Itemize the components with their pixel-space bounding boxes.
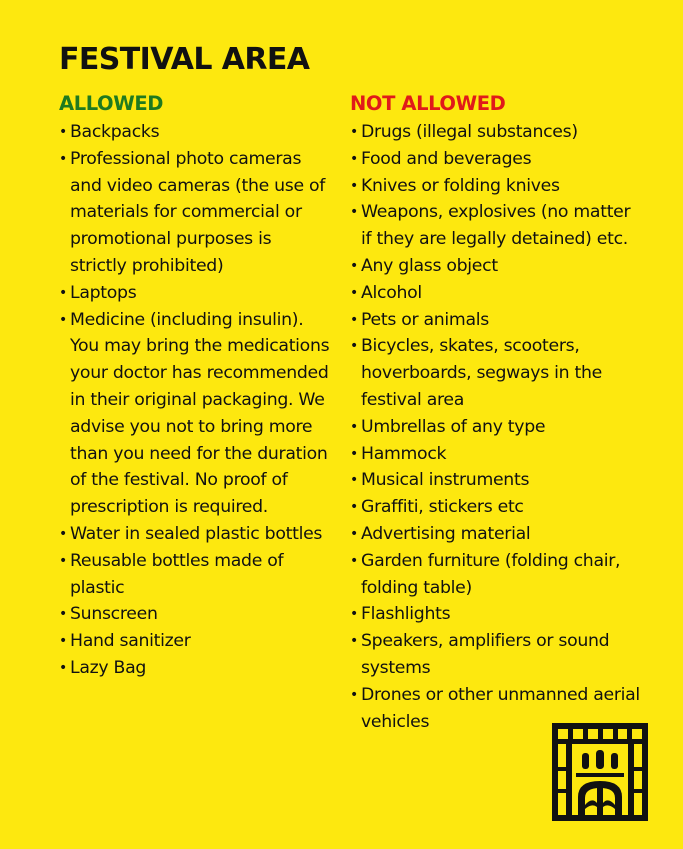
not-allowed-item xyxy=(350,441,640,468)
bullet-icon: • xyxy=(59,124,67,140)
bullet-icon: • xyxy=(350,177,358,194)
bullet-icon: • xyxy=(350,418,358,435)
not-allowed-item xyxy=(350,199,640,253)
not-allowed-item-text: Advertising material xyxy=(361,523,531,544)
not-allowed-item-text: Drones or other unmanned aerial vehicles xyxy=(361,684,640,732)
not-allowed-item xyxy=(350,280,640,307)
not-allowed-heading: NOT ALLOWED xyxy=(350,92,506,115)
not-allowed-item-text: Garden furniture (folding chair, folding table) xyxy=(361,550,621,598)
not-allowed-item xyxy=(350,333,640,413)
bullet-icon: • xyxy=(59,633,67,650)
bullet-icon: • xyxy=(350,633,358,650)
bullet-icon: • xyxy=(350,257,358,274)
bullet-icon: • xyxy=(350,311,358,328)
allowed-item-text: Lazy Bag xyxy=(70,657,147,678)
allowed-item-text: Professional photo cameras and video cameras (the use of materials for commercial or promotional purposes is strictly prohibited) xyxy=(70,148,326,276)
bullet-icon: • xyxy=(350,525,358,542)
allowed-item-text: Water in sealed plastic bottles xyxy=(70,523,323,544)
allowed-item xyxy=(59,601,331,628)
allowed-item-text: Laptops xyxy=(70,282,137,303)
not-allowed-item xyxy=(350,601,640,628)
allowed-list xyxy=(59,119,331,682)
allowed-item-text: Sunscreen xyxy=(70,604,158,625)
allowed-item-text: Backpacks xyxy=(70,122,160,142)
allowed-item xyxy=(59,146,331,280)
allowed-column xyxy=(59,90,331,682)
bullet-icon: • xyxy=(59,659,67,676)
not-allowed-item xyxy=(350,628,640,682)
not-allowed-item-text: Pets or animals xyxy=(361,309,489,330)
bullet-icon: • xyxy=(59,284,67,301)
allowed-item xyxy=(59,548,331,602)
not-allowed-item xyxy=(350,494,640,521)
fortress-gate-icon xyxy=(552,723,648,821)
not-allowed-item xyxy=(350,414,640,441)
not-allowed-item-text: Speakers, amplifiers or sound systems xyxy=(361,631,610,678)
bullet-icon: • xyxy=(350,686,358,703)
bullet-icon: • xyxy=(350,499,358,516)
not-allowed-item xyxy=(350,548,640,602)
bullet-icon: • xyxy=(59,525,67,542)
allowed-item xyxy=(59,280,331,307)
allowed-item xyxy=(59,628,331,655)
bullet-icon: • xyxy=(350,124,358,140)
not-allowed-item-text: Graffiti, stickers etc xyxy=(361,497,524,518)
not-allowed-item xyxy=(350,307,640,334)
allowed-item-text: Hand sanitizer xyxy=(70,631,191,652)
not-allowed-item-text: Musical instruments xyxy=(361,470,530,491)
not-allowed-item xyxy=(350,467,640,494)
not-allowed-item-text: Umbrellas of any type xyxy=(361,416,546,437)
not-allowed-item xyxy=(350,146,640,173)
not-allowed-item xyxy=(350,253,640,280)
bullet-icon: • xyxy=(59,150,67,167)
not-allowed-item-text: Bicycles, skates, scooters, hoverboards, segways in the festival area xyxy=(361,336,602,410)
bullet-icon: • xyxy=(350,338,358,355)
not-allowed-item-text: Any glass object xyxy=(361,255,498,276)
bullet-icon: • xyxy=(59,552,67,569)
bullet-icon: • xyxy=(350,284,358,301)
bullet-icon: • xyxy=(350,606,358,623)
bullet-icon: • xyxy=(350,150,358,167)
bullet-icon: • xyxy=(59,606,67,623)
allowed-item xyxy=(59,655,331,682)
allowed-heading: ALLOWED xyxy=(59,92,164,115)
page-title: FESTIVAL AREA xyxy=(59,42,310,77)
not-allowed-item-text: Weapons, explosives (no matter if they are legally detained) etc. xyxy=(361,202,631,250)
bullet-icon: • xyxy=(350,552,358,569)
bullet-icon: • xyxy=(350,204,358,221)
bullet-icon: • xyxy=(350,472,358,489)
not-allowed-item xyxy=(350,119,640,146)
not-allowed-item-text: Drugs (illegal substances) xyxy=(361,122,578,142)
bullet-icon: • xyxy=(350,445,358,462)
not-allowed-item-text: Hammock xyxy=(361,443,447,464)
not-allowed-item-text: Alcohol xyxy=(361,282,422,303)
allowed-item xyxy=(59,307,331,521)
not-allowed-item-text: Flashlights xyxy=(361,604,451,625)
not-allowed-item-text: Knives or folding knives xyxy=(361,175,560,196)
allowed-item-text: Reusable bottles made of plastic xyxy=(70,550,284,598)
not-allowed-item xyxy=(350,521,640,548)
bullet-icon: • xyxy=(59,311,67,328)
allowed-item-text: Medicine (including insulin). You may bring the medications your doctor has recommended in their original packaging. We advise you not to bring more than you need for the duration of the festival. No proof of prescription is required. xyxy=(70,309,330,518)
not-allowed-list xyxy=(350,119,640,735)
allowed-item xyxy=(59,119,331,146)
not-allowed-column xyxy=(350,90,640,735)
not-allowed-item xyxy=(350,173,640,200)
allowed-item xyxy=(59,521,331,548)
not-allowed-item-text: Food and beverages xyxy=(361,148,532,169)
